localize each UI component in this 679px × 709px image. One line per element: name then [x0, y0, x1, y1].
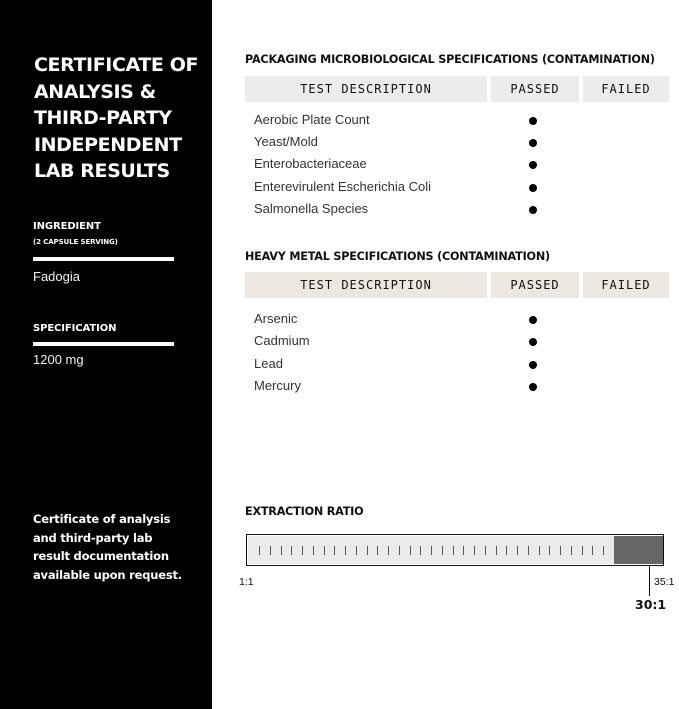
extraction-ratio-title: EXTRACTION RATIO	[245, 505, 364, 518]
ratio-tick	[442, 546, 443, 555]
passed-dot-icon	[529, 383, 537, 391]
passed-dot-icon	[529, 338, 537, 346]
ratio-tick	[302, 546, 303, 555]
ingredient-label-text: INGREDIENT	[33, 221, 101, 232]
ratio-tick	[506, 546, 507, 555]
ratio-tick	[474, 546, 475, 555]
ratio-tick	[334, 546, 335, 555]
header-passed: PASSED	[491, 76, 579, 102]
ratio-value-label: 30:1	[635, 597, 667, 612]
ratio-marker	[649, 566, 650, 596]
table-row	[254, 378, 654, 398]
header-failed: FAILED	[583, 76, 669, 102]
test-name: Salmonella Species	[254, 201, 369, 216]
heavy-metal-title: HEAVY METAL SPECIFICATIONS (CONTAMINATION)	[245, 250, 550, 263]
ratio-tick	[377, 546, 378, 555]
ingredient-divider	[33, 257, 174, 261]
heavy-metal-table-header	[245, 272, 669, 298]
documentation-note: Certificate of analysis and third-party lab result documentation available upon request.	[33, 512, 182, 582]
test-name: Enterobacteriaceae	[254, 156, 367, 171]
ratio-tick	[549, 546, 550, 555]
ratio-tick	[410, 546, 411, 555]
specification-label: SPECIFICATION	[33, 323, 117, 334]
ratio-tick	[463, 546, 464, 555]
ratio-tick	[291, 546, 292, 555]
passed-dot-icon	[529, 139, 537, 147]
specification-value: 1200 mg	[33, 352, 84, 367]
passed-dot-icon	[529, 161, 537, 169]
ratio-max-label: 35:1	[654, 576, 675, 588]
ratio-tick	[571, 546, 572, 555]
test-name: Yeast/Mold	[254, 134, 318, 149]
ingredient-value: Fadogia	[33, 269, 80, 284]
ratio-tick	[592, 546, 593, 555]
passed-dot-icon	[529, 184, 537, 192]
ingredient-label	[33, 221, 118, 246]
ratio-tick	[313, 546, 314, 555]
ratio-tick	[367, 546, 368, 555]
table-row	[254, 333, 654, 353]
ratio-tick	[603, 546, 604, 555]
specification-divider	[33, 342, 174, 346]
test-name: Aerobic Plate Count	[254, 112, 370, 127]
ratio-tick	[496, 546, 497, 555]
test-name: Mercury	[254, 378, 301, 393]
ratio-tick	[582, 546, 583, 555]
test-name: Enterevirulent Escherichia Coli	[254, 179, 432, 194]
passed-dot-icon	[529, 117, 537, 125]
table-row	[254, 311, 654, 331]
table-row	[254, 134, 654, 154]
passed-dot-icon	[529, 206, 537, 214]
table-row	[254, 156, 654, 176]
table-row	[254, 179, 654, 199]
ratio-tick	[420, 546, 421, 555]
ratio-tick	[539, 546, 540, 555]
microbiological-table-header	[245, 76, 669, 102]
header-test-description: TEST DESCRIPTION	[245, 76, 487, 102]
ratio-tick	[259, 546, 260, 555]
ratio-tick	[270, 546, 271, 555]
table-row	[254, 112, 654, 132]
header-failed: FAILED	[583, 272, 669, 298]
ratio-tick	[528, 546, 529, 555]
sidebar	[0, 0, 212, 709]
ratio-tick	[399, 546, 400, 555]
header-test-description: TEST DESCRIPTION	[245, 272, 487, 298]
ratio-tick	[388, 546, 389, 555]
extraction-ratio-bar	[246, 534, 664, 566]
test-name: Arsenic	[254, 311, 298, 326]
passed-dot-icon	[529, 361, 537, 369]
ratio-tick	[324, 546, 325, 555]
ratio-tick	[453, 546, 454, 555]
ratio-tick	[281, 546, 282, 555]
header-passed: PASSED	[491, 272, 579, 298]
table-row	[254, 201, 654, 221]
ingredient-serving-note: (2 CAPSULE SERVING)	[33, 238, 118, 246]
passed-dot-icon	[529, 316, 537, 324]
ratio-tick	[560, 546, 561, 555]
test-name: Lead	[254, 356, 283, 371]
ratio-tick	[356, 546, 357, 555]
ratio-tick	[431, 546, 432, 555]
table-row	[254, 356, 654, 376]
certificate-title: CERTIFICATE OF ANALYSIS & THIRD-PARTY INDEPENDENT LAB RESULTS	[34, 54, 199, 182]
microbiological-title: PACKAGING MICROBIOLOGICAL SPECIFICATIONS (CONTAMINATION)	[245, 53, 655, 66]
ratio-min-label: 1:1	[239, 576, 254, 588]
ratio-tick	[517, 546, 518, 555]
ratio-tick	[345, 546, 346, 555]
extraction-ratio-remainder	[614, 536, 663, 564]
ratio-tick	[485, 546, 486, 555]
test-name: Cadmium	[254, 333, 310, 348]
